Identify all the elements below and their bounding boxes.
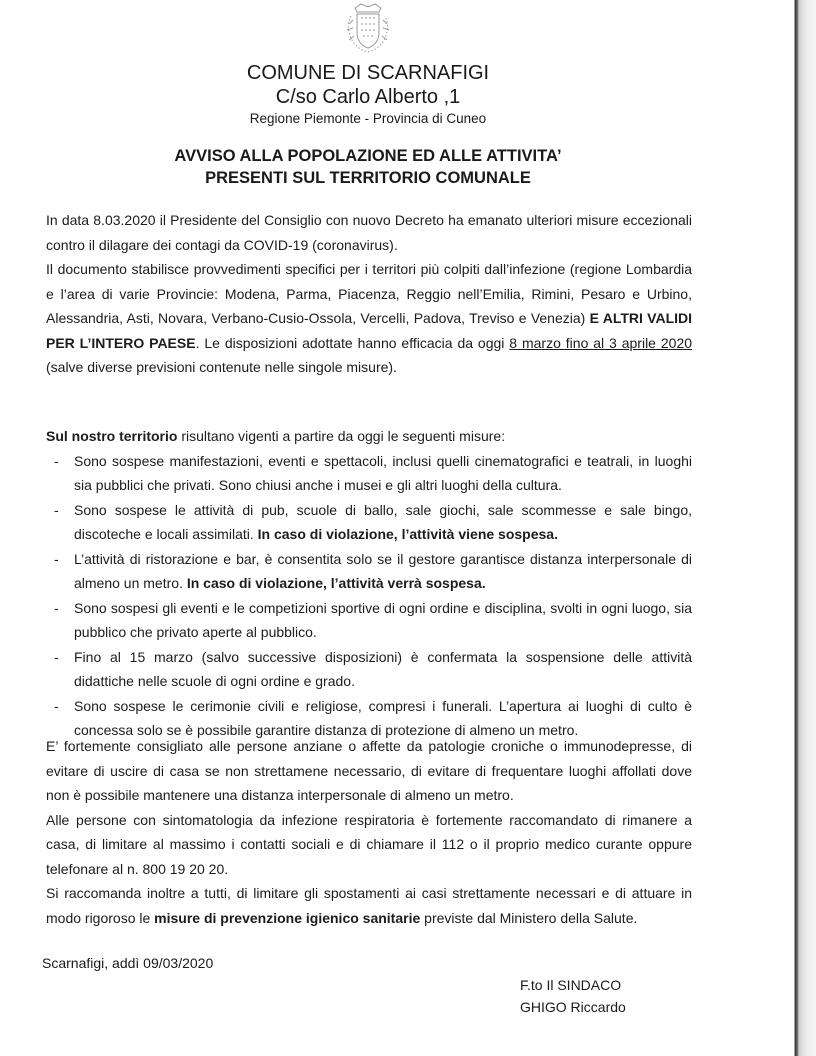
intro-p2-start: Il documento stabilisce provvedimenti specifici per i territori più colpiti dall’infezione (regione Lombardia e l’area di varie Provincie: Modena, Parma, Piacenza, Reggio nell’Emilia, Rimini, Pesaro e Urbino, Alessandria, Asti, Novara, Verbano-Cusio-Ossola, Vercelli, Padova, Treviso e Venezia) — [46, 261, 692, 326]
town-name: COMUNE DI SCARNAFIGI — [246, 62, 490, 84]
measure-item: - Sono sospese manifestazioni, eventi e spettacoli, inclusi quelli cinematografici e teatrali, in luoghi sia pubblici che privati. Sono chiusi anche i musei e gli altri luoghi della cultura. — [46, 449, 692, 498]
signature-block — [520, 974, 626, 1018]
measures-lead-rest: risultano vigenti a partire da oggi le seguenti misure: — [181, 428, 506, 444]
closing-p3-start: Si raccomanda inoltre a tutti, di limitare gli spostamenti ai casi strettamente necessari e di attuare in modo rigoroso le — [46, 885, 692, 926]
notice-title-line1: AVVISO ALLA POPOLAZIONE ED ALLE ATTIVITA’ — [174, 147, 562, 165]
intro-paragraph-1: In data 8.03.2020 il Presidente del Consiglio con nuovo Decreto ha emanato ulteriori misure eccezionali contro il dilagare dei contagi da COVID-19 (coronavirus). — [46, 212, 692, 253]
intro-p2-end: (salve diverse previsioni contenute nelle singole misure). — [46, 359, 397, 375]
notice-title — [0, 145, 736, 189]
closing-paragraph-1: E’ fortemente consigliato alle persone anziane o affette da patologie croniche o immunodepresse, di evitare di uscire di casa se non strettamene necessario, di evitare di frequentare luoghi affollati dove non è possibile mantenere una distanza interpersonale di almeno un metro. — [46, 738, 692, 803]
scan-edge — [786, 0, 816, 1056]
town-region: Regione Piemonte - Provincia di Cuneo — [249, 111, 487, 126]
coat-of-arms-icon — [341, 2, 395, 54]
closing-p3-bold: misure di prevenzione igienico sanitarie — [154, 909, 421, 926]
measure-item: - Fino al 15 marzo (salvo successive disposizioni) è confermata la sospensione delle attività didattiche nelle scuole di ogni ordine e grado. — [46, 645, 692, 694]
measures-lead — [46, 424, 692, 449]
intro-p2-mid: . Le disposizioni adottate hanno efficacia da oggi — [195, 334, 505, 351]
signature-name: GHIGO Riccardo — [520, 999, 626, 1015]
intro-p2-bold: E ALTRI VALIDI PER L’INTERO PAESE — [46, 310, 693, 351]
closing-p3-end: previste dal Ministero della Salute. — [424, 909, 638, 926]
signature-title: F.to Il SINDACO — [520, 977, 622, 993]
measures-section — [46, 424, 692, 743]
closing-paragraph-2: Alle persone con sintomatologia da infezione respiratoria è fortemente raccomandato di rimanere a casa, di limitare al massimo i contatti sociali e di chiamare il 112 o il proprio medico curante oppure telefonare al n. 800 19 20 20. — [46, 811, 692, 877]
intro-section — [46, 208, 692, 380]
measure-item: - L’attività di ristorazione e bar, è consentita solo se il gestore garantisce distanza interpersonale di almeno un metro. In caso di violazione, l’attività verrà sospesa. — [46, 547, 692, 596]
notice-title-line2: PRESENTI SUL TERRITORIO COMUNALE — [205, 169, 531, 187]
closing-section — [46, 734, 692, 930]
town-address: C/so Carlo Alberto ,1 — [275, 86, 461, 108]
measure-item: - Sono sospesi gli eventi e le competizioni sportive di ogni ordine e disciplina, svolti in ogni luogo, sia pubblico che privato aperte al pubblico. — [46, 596, 692, 645]
measures-lead-bold: Sul nostro territorio — [46, 428, 178, 444]
measure-item: - Sono sospese le cerimonie civili e religiose, compresi i funerali. L’apertura ai luoghi di culto è concessa solo se è possibile garantire distanza di protezione di almeno un metro. — [46, 694, 692, 743]
validity-period: 8 marzo fino al 3 aprile 2020 — [509, 334, 693, 351]
measures-list — [46, 449, 692, 743]
dateline: Scarnafigi, addì 09/03/2020 — [42, 955, 214, 971]
closing-paragraph-3 — [46, 881, 692, 930]
intro-paragraph-2 — [46, 257, 692, 380]
measure-item: - Sono sospese le attività di pub, scuole di ballo, sale giochi, sale scommesse e sale bingo, discoteche e locali assimilati. In caso di violazione, l’attività viene sospesa. — [46, 498, 692, 547]
